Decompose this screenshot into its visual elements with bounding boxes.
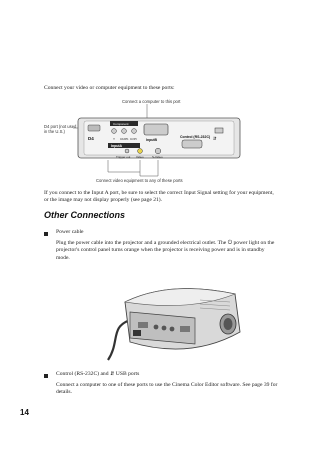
input-b-label: InputB	[146, 138, 158, 142]
bullet-square	[44, 232, 48, 236]
input-a-note: If you connect to the Input A port, be sure to select the correct Input Signal setting for your equipment, or the image may not display properly (see page 21).	[44, 190, 274, 204]
s-video-label: S-Video	[152, 155, 163, 159]
trigger-out-label: Trigger out	[116, 155, 131, 159]
d4-label: D4	[88, 136, 94, 141]
component-label: Component	[113, 122, 129, 126]
y-jack	[112, 129, 117, 134]
callout-computer-port: Connect a computer to this port	[122, 99, 181, 104]
callout-d4-port: D4 port (not used in the U.S.)	[44, 124, 77, 135]
cb-jack	[122, 129, 127, 134]
page-number: 14	[20, 408, 29, 417]
intro-text: Connect your video or computer equipment to these ports:	[44, 85, 175, 91]
power-cable-text: Plug the power cable into the projector and a grounded electrical outlet. The ⏻ power light on the projector's control panel turns orange when the projector is receiving power and is in standby mode.	[56, 240, 275, 261]
y-label: Y	[113, 137, 116, 141]
cr-jack	[132, 129, 137, 134]
bullet-square	[44, 374, 48, 378]
control-usb-title: Control (RS-232C) and ⮃ USB ports	[56, 371, 140, 377]
usb-port	[215, 128, 223, 133]
section-heading: Other Connections	[44, 210, 126, 220]
rs232c-port	[182, 140, 202, 148]
d4-port	[88, 125, 100, 131]
trigger-out-jack	[125, 149, 129, 153]
video-jack	[138, 149, 143, 154]
callout-video-ports: Connect video equipment to any of these ports	[96, 178, 183, 183]
cr-label: Cr/Pr	[130, 137, 137, 141]
input-a-label: InputA	[111, 144, 123, 148]
s-video-jack	[155, 148, 161, 154]
video-label: Video	[136, 155, 144, 159]
control-usb-text: Connect a computer to one of these ports to use the Cinema Color Editor software. See page 39 for details.	[56, 382, 278, 396]
projector-illustration	[100, 272, 250, 367]
power-socket	[133, 330, 141, 336]
power-cable-title: Power cable	[56, 229, 84, 235]
cb-label: Cb/Pb	[120, 137, 129, 141]
control-label: Control (RS-232C)	[180, 135, 211, 139]
usb-icon: ⮃	[213, 136, 217, 141]
input-b-port	[144, 124, 168, 135]
